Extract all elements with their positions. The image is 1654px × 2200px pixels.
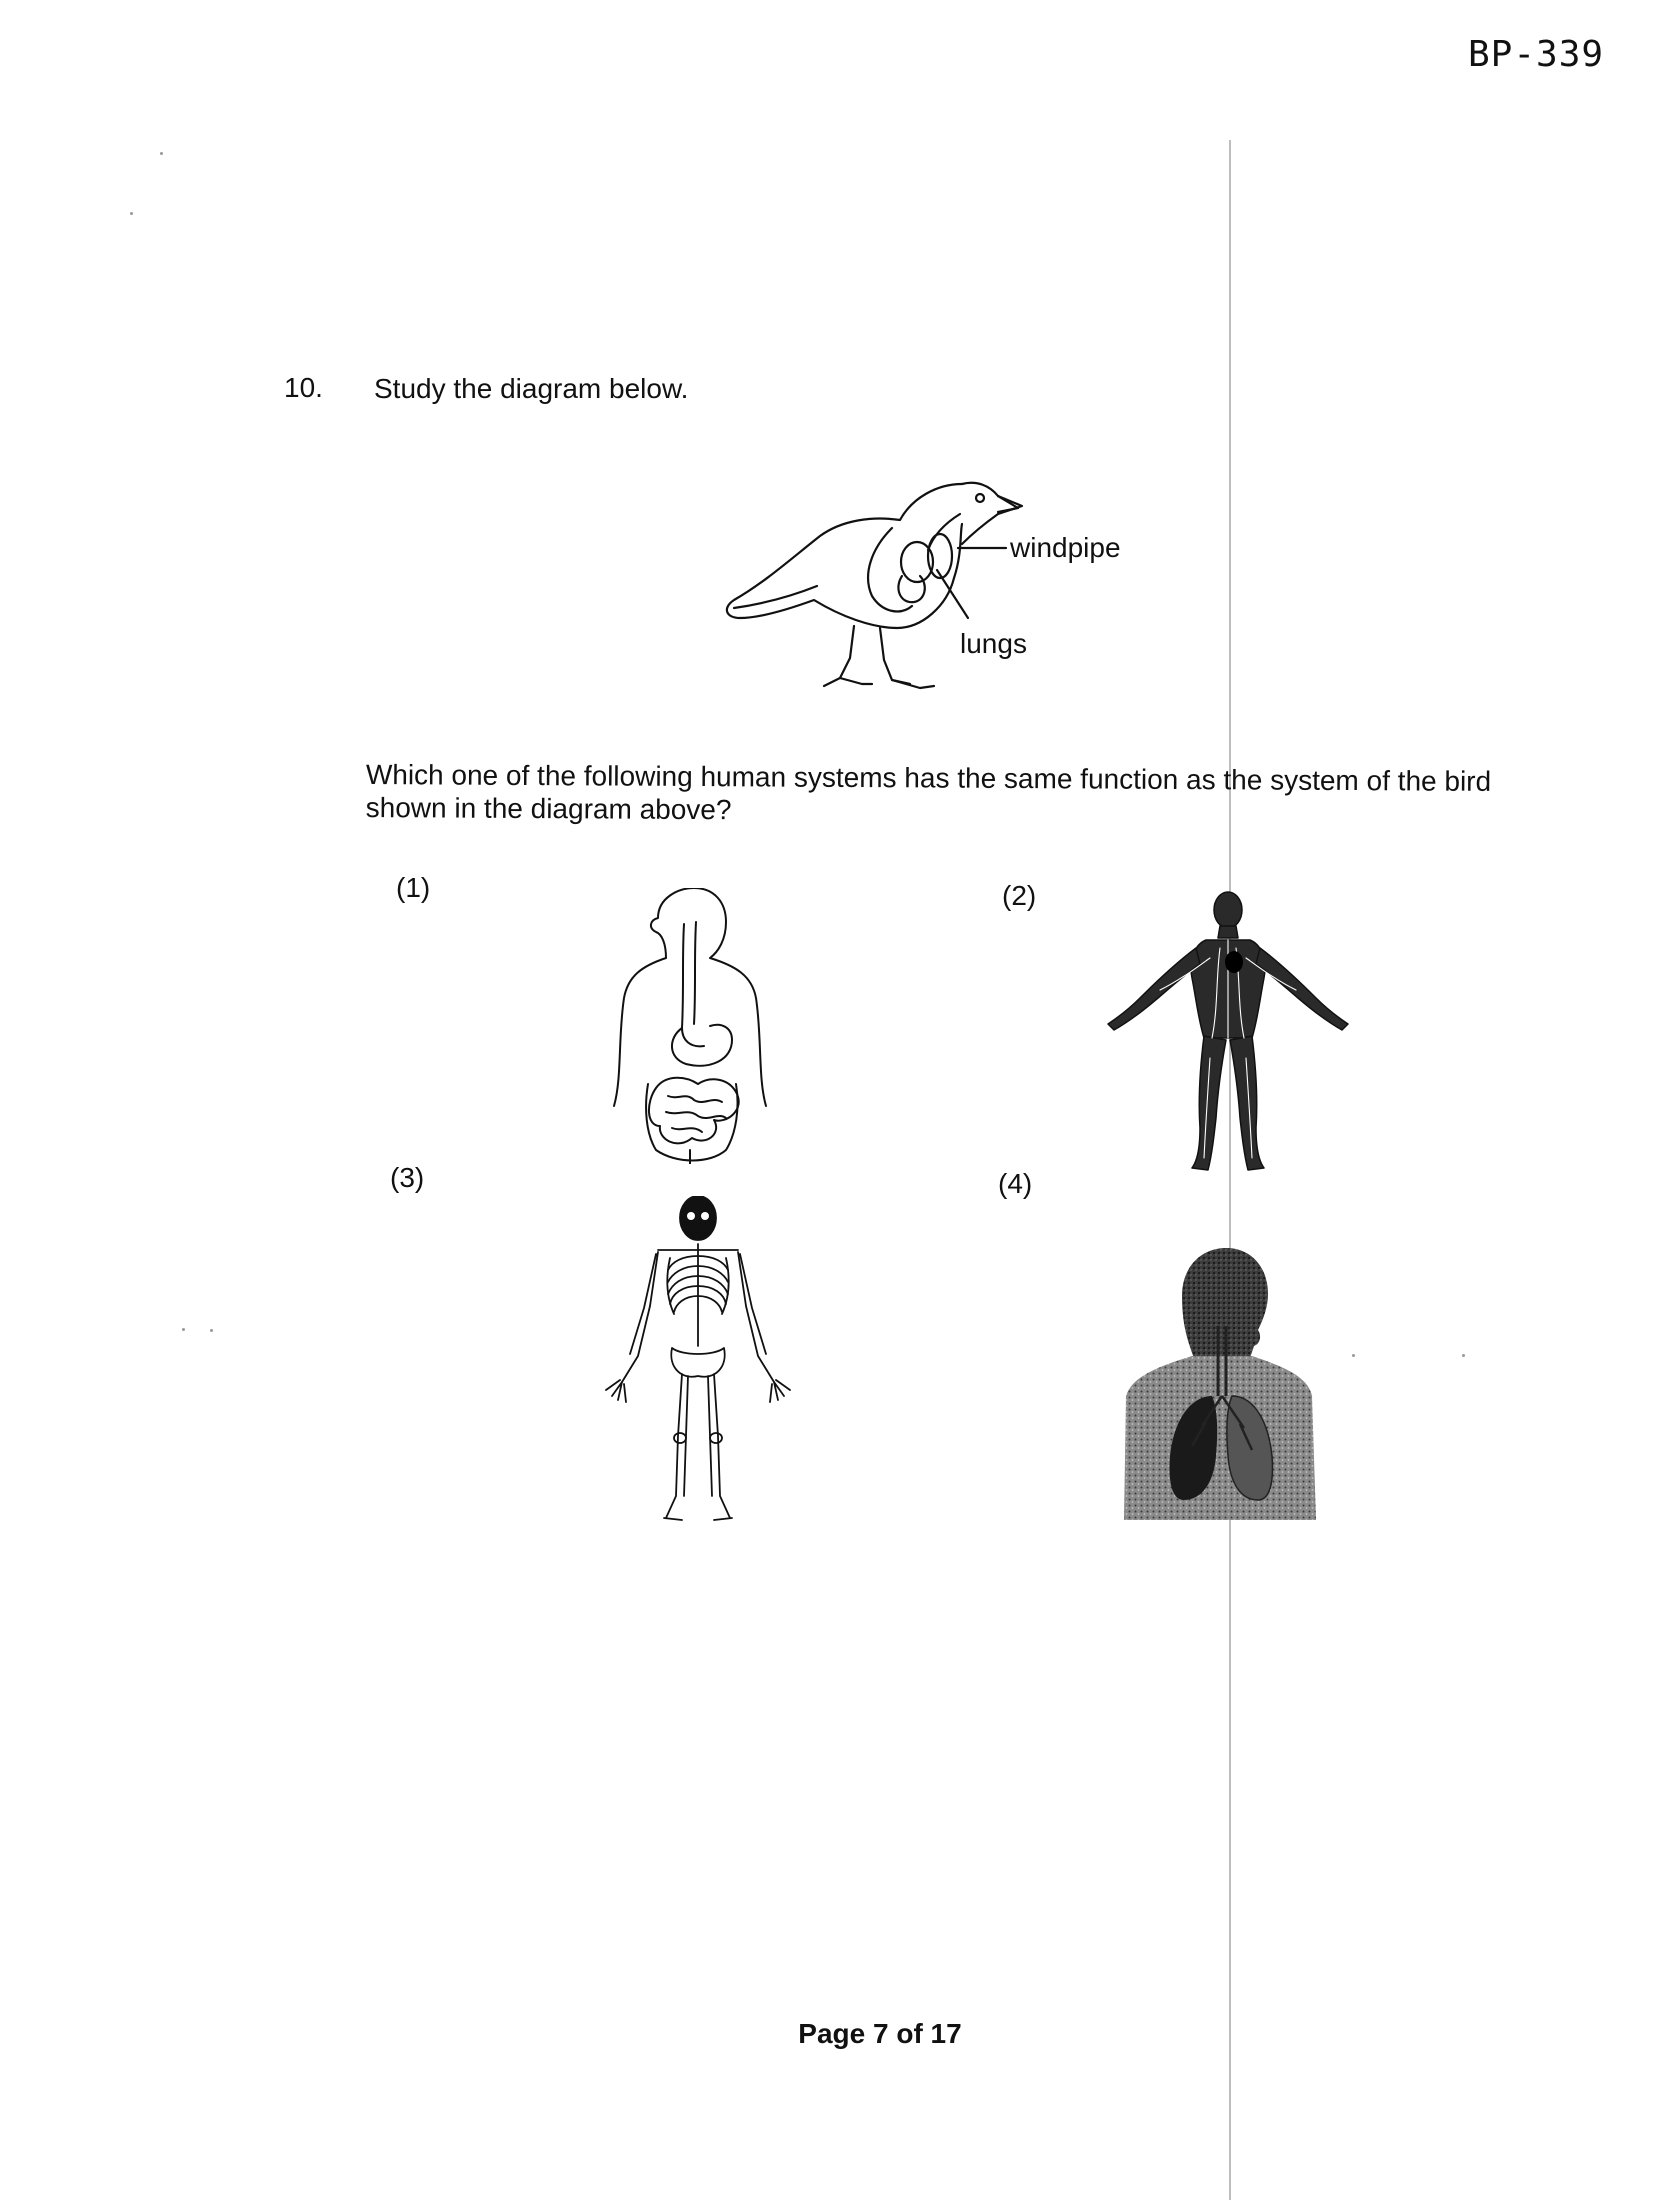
bird-respiratory-diagram <box>722 478 1142 698</box>
page-number: Page 7 of 17 <box>798 2018 962 2049</box>
skeletal-system-figure[interactable] <box>578 1196 818 1530</box>
bird-foot-left <box>840 678 872 684</box>
scan-speck <box>1462 1354 1465 1357</box>
hand-left <box>606 1380 626 1402</box>
figure-leg-left <box>1192 1036 1226 1170</box>
scan-speck <box>210 1329 213 1332</box>
bird-body-outline <box>727 484 962 628</box>
bird-leg-right <box>880 628 910 684</box>
question-prompt: Which one of the following human systems has the same function as the system of the bird shown in the diagram above? <box>365 759 1492 826</box>
document-code: BP-339 <box>1468 34 1605 75</box>
arm-left-bones <box>622 1252 658 1382</box>
respiratory-system-figure[interactable] <box>1122 1246 1318 1520</box>
figure-leg-right <box>1230 1036 1264 1170</box>
scan-speck <box>1352 1354 1355 1357</box>
option-3-label[interactable]: (3) <box>390 1162 425 1193</box>
knee-right <box>710 1433 722 1443</box>
pelvis <box>671 1348 724 1377</box>
hand-right <box>770 1380 790 1402</box>
arm-right-bones <box>738 1252 774 1382</box>
bird-back <box>962 483 1018 512</box>
rib-cage <box>667 1244 728 1346</box>
figure-arm-right <box>1256 948 1348 1030</box>
lungs-label: lungs <box>960 628 1027 659</box>
scan-speck <box>182 1328 185 1331</box>
question-number: 10. <box>284 372 323 403</box>
heart <box>1225 951 1243 973</box>
bird-tail <box>734 586 817 608</box>
eye-socket-left <box>687 1212 695 1220</box>
bird-head-lower <box>962 514 998 544</box>
figure-head <box>1214 892 1242 928</box>
bird-leg-left <box>824 626 854 686</box>
figure-neck <box>1218 926 1238 938</box>
digestive-system-figure[interactable] <box>586 888 794 1164</box>
leg-left-bones <box>666 1374 688 1518</box>
bird-foot-right <box>892 680 934 688</box>
bird-eye <box>976 494 984 502</box>
bird-wing <box>868 528 912 611</box>
large-intestine <box>646 1084 737 1161</box>
lungs-leader-line <box>937 570 968 618</box>
torso-outline <box>614 888 766 1106</box>
option-2-label[interactable]: (2) <box>1002 880 1037 911</box>
skull <box>680 1196 716 1240</box>
scan-speck <box>160 152 163 155</box>
knee-left <box>674 1433 686 1443</box>
option-4-label[interactable]: (4) <box>998 1168 1033 1199</box>
esophagus <box>682 924 704 1046</box>
circulatory-system-figure[interactable] <box>1100 888 1356 1174</box>
leg-right-bones <box>708 1374 730 1518</box>
option-1-label[interactable]: (1) <box>396 872 431 903</box>
windpipe-label: windpipe <box>1010 532 1121 563</box>
scan-speck <box>130 212 133 215</box>
torso-silhouette <box>1124 1356 1316 1520</box>
bird-windpipe-outline <box>928 514 960 550</box>
feet <box>664 1518 732 1520</box>
esophagus-inner <box>694 922 696 1024</box>
eye-socket-right <box>701 1212 709 1220</box>
figure-arm-left <box>1108 948 1200 1030</box>
question-intro: Study the diagram below. <box>374 373 689 404</box>
small-intestine <box>649 1078 739 1144</box>
